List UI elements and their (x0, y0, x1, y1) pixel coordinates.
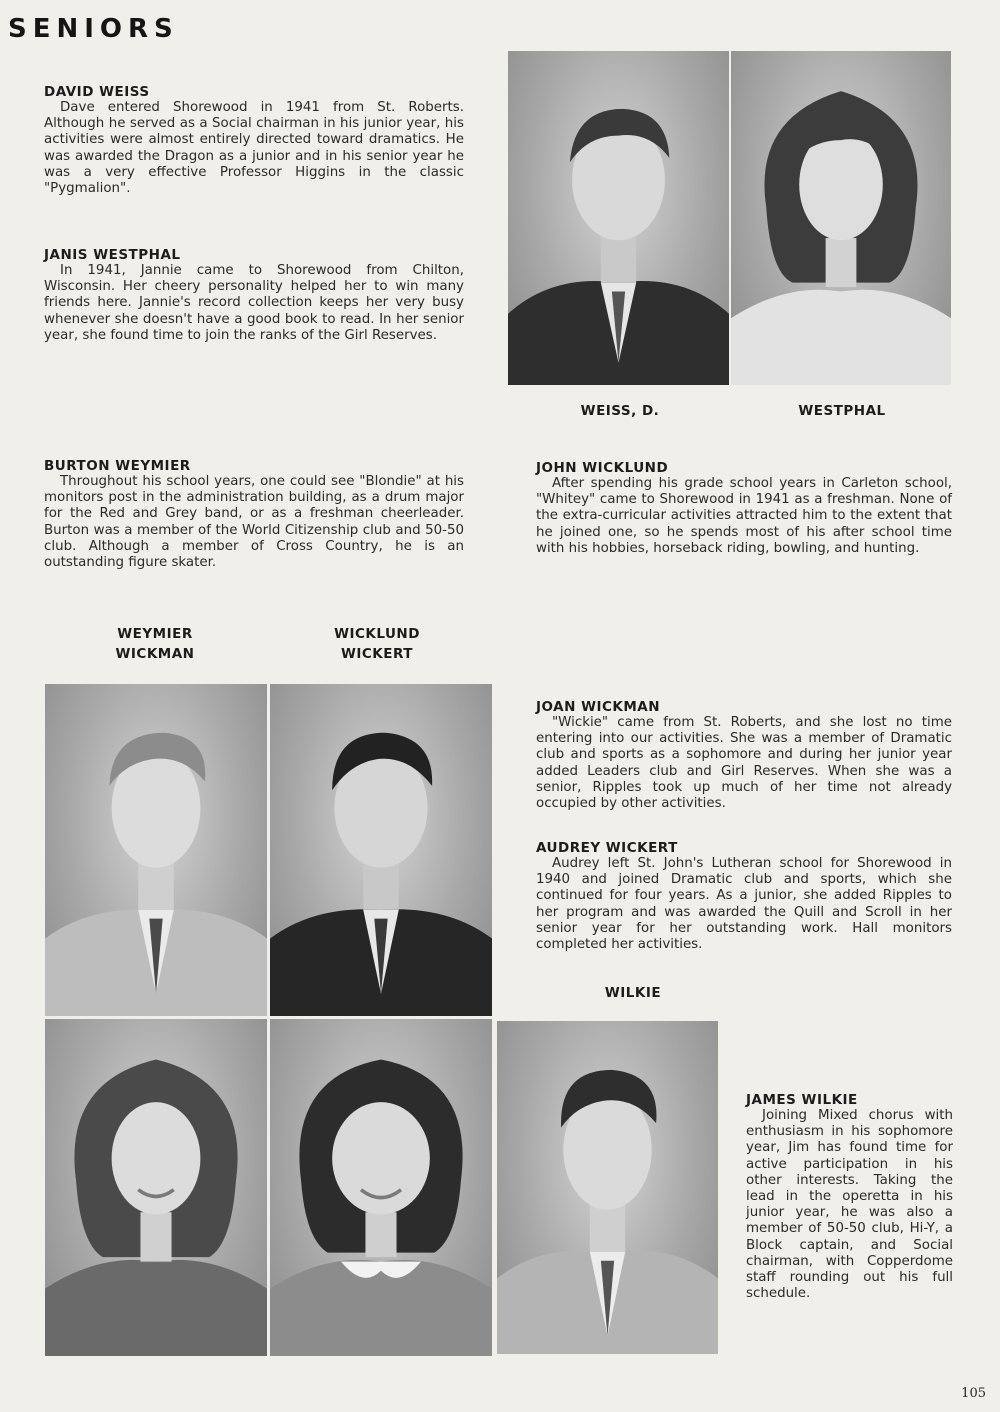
student-bio: In 1941, Jannie came to Shorewood from Chilton, Wisconsin. Her cheery personality helped her to win many friends here. Jannie's record collection keeps her very busy whenever she doesn't have a good book to read. In her senior year, she found time to join the ranks of the Girl Reserves. (44, 263, 464, 343)
caption-group-middle (317, 624, 437, 664)
student-bio: "Wickie" came from St. Roberts, and she lost no time entering into our activities. She was a member of Dramatic club and sports as a sophomore and during her junior year added Leaders club and Girl Reserves. When she was a senior, Ripples took up much of her time not already occupied by other activities. (536, 715, 952, 812)
portrait-photo-wickert (270, 1019, 492, 1356)
caption-wicklund: WICKLUND (334, 626, 420, 642)
student-bio: After spending his grade school years in Carleton school, "Whitey" came to Shorewood in 1941 as a freshman. None of the extra-curricular activities attracted him to the extent that he joined one, so he spends most of his after school time with his hobbies, horseback riding, bowling, and hunting. (536, 476, 952, 556)
portrait-photo-weiss (508, 51, 729, 385)
caption-weiss: WEISS, D. (580, 403, 660, 419)
student-name: DAVID WEISS (44, 84, 150, 100)
caption-weymier: WEYMIER (117, 626, 193, 642)
page-header: SENIORS (8, 14, 179, 44)
bio-wilkie (746, 1092, 953, 1302)
bio-westphal (44, 247, 464, 344)
portrait-photo-wickman (45, 1019, 267, 1356)
student-name: JOAN WICKMAN (536, 699, 661, 715)
portrait-photo-wicklund (270, 684, 492, 1016)
caption-group-left (95, 624, 215, 664)
bio-weymier (44, 458, 464, 571)
bio-wicklund (536, 460, 952, 557)
student-name: JANIS WESTPHAL (44, 247, 181, 263)
student-bio: Audrey left St. John's Lutheran school for Shorewood in 1940 and joined Dramatic club and sports, which she continued for four years. As a junior, she added Ripples to her program and was awarded the Quill and Scroll in her senior year for her outstanding work. Hall monitors completed her activities. (536, 856, 952, 953)
student-bio: Joining Mixed chorus with enthusiasm in his sophomore year, Jim has found time for active participation in his other interests. Taking the lead in the operetta in his junior year, he was also a member of 50-50 club, Hi-Y, a Block captain, and Social chairman, with Copperdome staff rounding out his full schedule. (746, 1108, 953, 1302)
bio-wickert (536, 840, 952, 953)
portrait-photo-westphal (731, 51, 951, 385)
student-name: BURTON WEYMIER (44, 458, 191, 474)
caption-wickman: WICKMAN (115, 646, 195, 662)
student-name: AUDREY WICKERT (536, 840, 678, 856)
portrait-photo-weymier (45, 684, 267, 1016)
page-number: 105 (961, 1386, 986, 1401)
bio-wickman (536, 699, 952, 812)
caption-wilkie: WILKIE (604, 985, 662, 1001)
bio-weiss (44, 84, 464, 197)
student-bio: Throughout his school years, one could see "Blondie" at his monitors post in the administration building, as a drum major for the Red and Grey band, or as a freshman cheerleader. Burton was a member of the World Citizenship club and 50-50 club. Although a member of Cross Country, he is an outstanding figure skater. (44, 474, 464, 571)
portrait-photo-wilkie (497, 1021, 718, 1354)
caption-wickert: WICKERT (340, 646, 413, 662)
student-name: JOHN WICKLUND (536, 460, 669, 476)
caption-westphal: WESTPHAL (798, 403, 886, 419)
student-bio: Dave entered Shorewood in 1941 from St. Roberts. Although he served as a Social chairman in his junior year, his activities were almost entirely directed toward dramatics. He was awarded the Dragon as a junior and in his senior year he was a very effective Professor Higgins in the classic "Pygmalion". (44, 100, 464, 197)
student-name: JAMES WILKIE (746, 1092, 858, 1108)
